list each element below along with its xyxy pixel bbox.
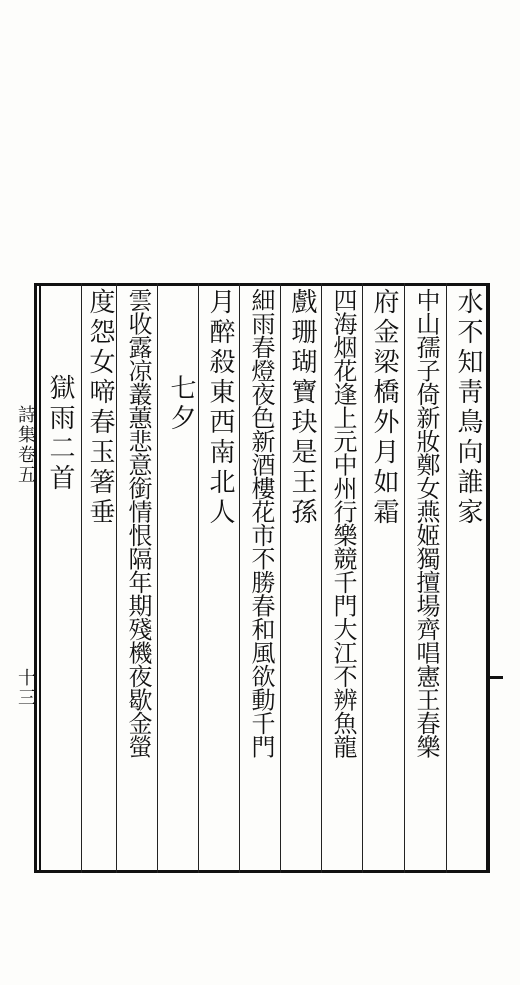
column-rule xyxy=(280,283,281,873)
text-column-6: 細雨春燈夜色新酒樓花市不勝春和風欲動千門 xyxy=(247,288,275,758)
column-rule xyxy=(239,283,240,873)
column-rule xyxy=(157,283,158,873)
inner-border-right xyxy=(486,283,488,873)
column-rule xyxy=(321,283,322,873)
text-column-1: 水不知靑鳥向誰家 xyxy=(453,288,483,528)
page-number: 十三 xyxy=(15,668,36,708)
inner-border-left xyxy=(39,283,41,873)
text-column-7: 月醉殺東西南北人 xyxy=(205,288,235,528)
column-rule xyxy=(116,283,117,873)
column-rule xyxy=(198,283,199,873)
text-column-3: 府金梁橋外月如霜 xyxy=(369,288,399,528)
fish-tail-mark xyxy=(489,676,503,679)
text-column-9: 雲收露凉叢蕙悲意銜情恨隔年期殘機夜歇金螢 xyxy=(124,288,152,758)
text-column-5: 戲珊瑚寶玦是王孫 xyxy=(287,288,317,528)
column-rule xyxy=(404,283,405,873)
text-column-10: 度怨女啼春玉箸垂 xyxy=(85,288,115,528)
section-heading: 七夕 xyxy=(166,374,196,434)
poem-title: 獄雨二首 xyxy=(45,374,75,494)
text-column-4: 四海烟花逢上元中州行樂競千門大江不辨魚龍 xyxy=(329,288,357,758)
column-rule xyxy=(446,283,447,873)
column-rule xyxy=(362,283,363,873)
column-rule xyxy=(81,283,82,873)
volume-title: 詩集卷五 xyxy=(15,405,36,485)
text-column-2: 中山孺子倚新妝鄭女燕姬獨擅場齊唱憲王春樂 xyxy=(412,288,440,758)
